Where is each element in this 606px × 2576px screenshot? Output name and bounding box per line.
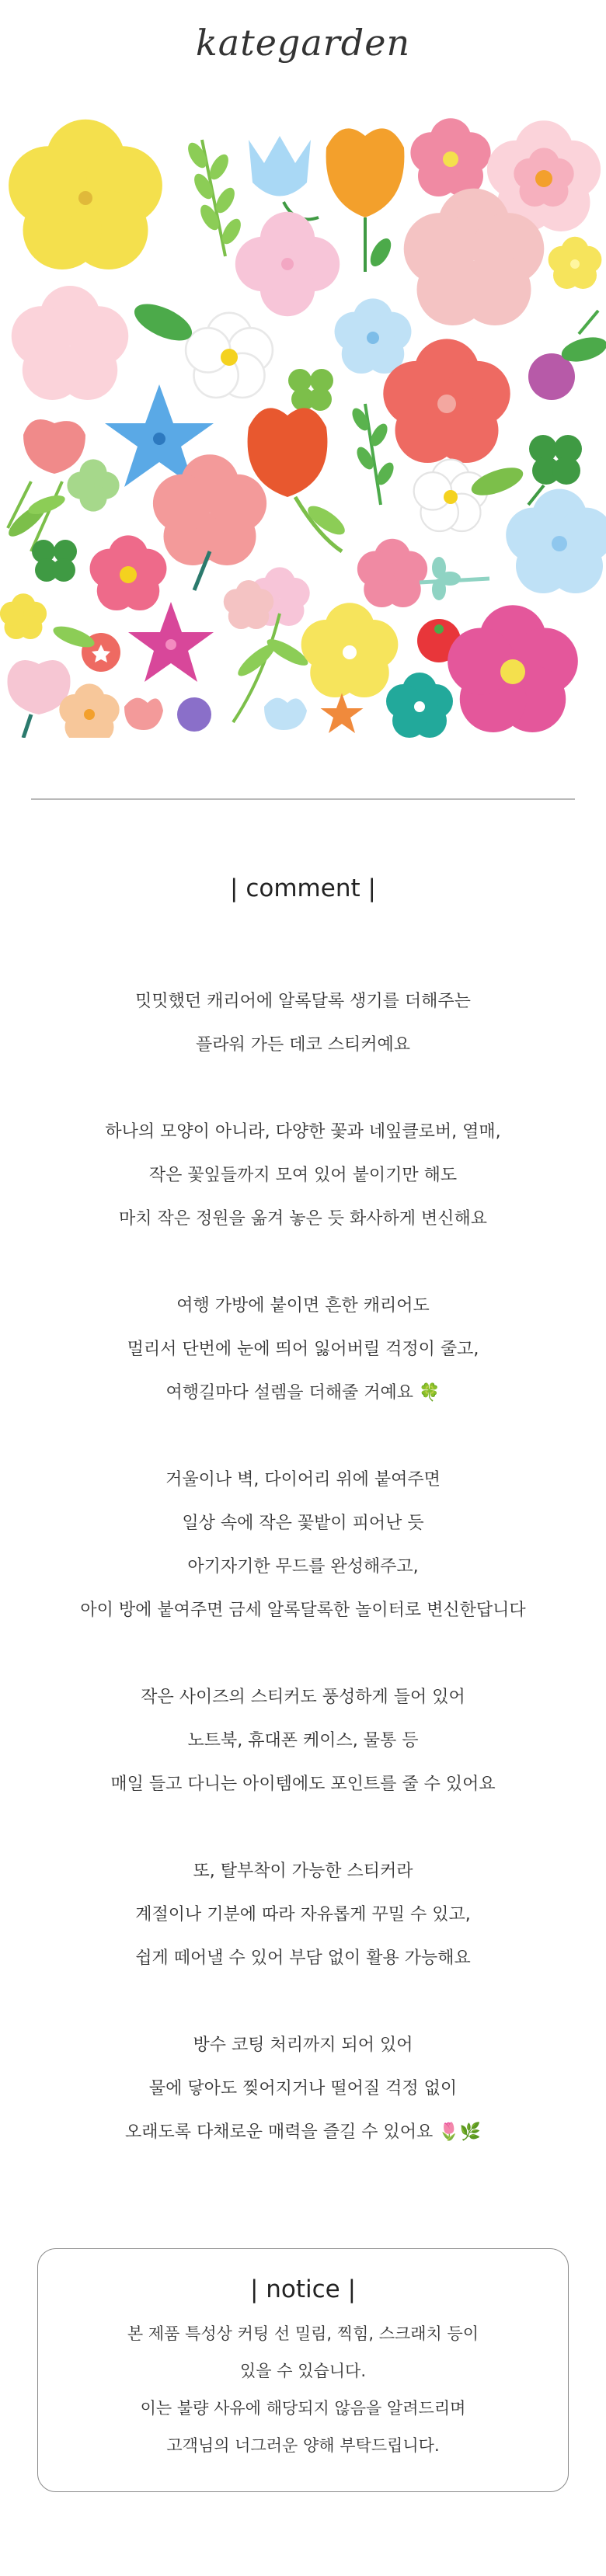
comment-line: 작은 꽃잎들까지 모여 있어 붙이기만 해도 (148, 1166, 458, 1185)
comment-line: 밋밋했던 캐리어에 알록달록 생기를 더해주는 (135, 992, 471, 1011)
comment-paragraph-6 (0, 1850, 606, 1980)
comment-line: 아기자기한 무드를 완성해주고, (187, 1557, 419, 1577)
notice-line: 이는 불량 사유에 해당되지 않음을 알려드리며 (140, 2399, 466, 2418)
notice-line: 본 제품 특성상 커팅 선 밀림, 찍힘, 스크래치 등이 (127, 2324, 479, 2343)
comment-line: 여행 가방에 붙이면 흔한 캐리어도 (176, 1296, 430, 1316)
comment-paragraph-1 (0, 980, 606, 1067)
section-divider (31, 798, 575, 800)
comment-line: 방수 코팅 처리까지 되어 있어 (193, 2035, 413, 2055)
green-sprig (184, 140, 245, 256)
notice-text (0, 2315, 606, 2464)
comment-line: 노트북, 휴대폰 케이스, 물통 등 (187, 1731, 419, 1750)
comment-paragraph-7 (0, 2024, 606, 2154)
notice-line: 고객님의 너그러운 양해 부탁드립니다. (166, 2436, 440, 2455)
comment-line: 작은 사이즈의 스티커도 풍성하게 들어 있어 (141, 1688, 465, 1707)
comment-line: 여행길마다 설렘을 더해줄 거예요 🍀 (165, 1383, 441, 1403)
comment-line: 하나의 모양이 아니라, 다양한 꽃과 네잎클로버, 열매, (105, 1122, 501, 1142)
clover (288, 369, 333, 411)
flower-sticker-illustration (0, 116, 606, 738)
comment-line: 계절이나 기분에 따라 자유롭게 꾸밀 수 있고, (135, 1905, 471, 1924)
comment-line: 오래도록 다채로운 매력을 즐길 수 있어요 🌷🌿 (124, 2122, 482, 2142)
comment-paragraph-2 (0, 1111, 606, 1241)
red-tulip (248, 408, 350, 551)
orange-tulip (326, 128, 405, 272)
comment-line: 또, 탈부착이 가능한 스티커라 (193, 1862, 413, 1881)
comment-paragraph-4 (0, 1458, 606, 1632)
comment-heading: | comment | (230, 874, 376, 902)
comment-line: 쉽게 떼어낼 수 있어 부담 없이 활용 가능해요 (135, 1949, 471, 1968)
comment-line: 물에 닿아도 찢어지거나 떨어질 걱정 없이 (148, 2079, 458, 2098)
brand-logo: kategarden (195, 22, 411, 64)
comment-line: 매일 들고 다니는 아이템에도 포인트를 줄 수 있어요 (110, 1775, 496, 1794)
comment-line: 멀리서 단번에 눈에 띄어 잃어버릴 걱정이 줄고, (127, 1340, 479, 1359)
comment-line: 일상 속에 작은 꽃밭이 피어난 듯 (182, 1514, 424, 1533)
notice-line: 있을 수 있습니다. (239, 2362, 367, 2380)
comment-line: 마치 작은 정원을 옮겨 놓은 듯 화사하게 변신해요 (119, 1209, 487, 1229)
comment-line: 아이 방에 붙여주면 금세 알록달록한 놀이터로 변신한답니다 (80, 1601, 526, 1620)
comment-line: 플라워 가든 데코 스티커예요 (195, 1035, 410, 1055)
notice-heading: | notice | (249, 2275, 357, 2303)
comment-paragraph-5 (0, 1676, 606, 1806)
comment-paragraph-3 (0, 1285, 606, 1415)
blue-tulip (249, 136, 319, 220)
comment-line: 거울이나 벽, 다이어리 위에 붙여주면 (165, 1470, 441, 1490)
